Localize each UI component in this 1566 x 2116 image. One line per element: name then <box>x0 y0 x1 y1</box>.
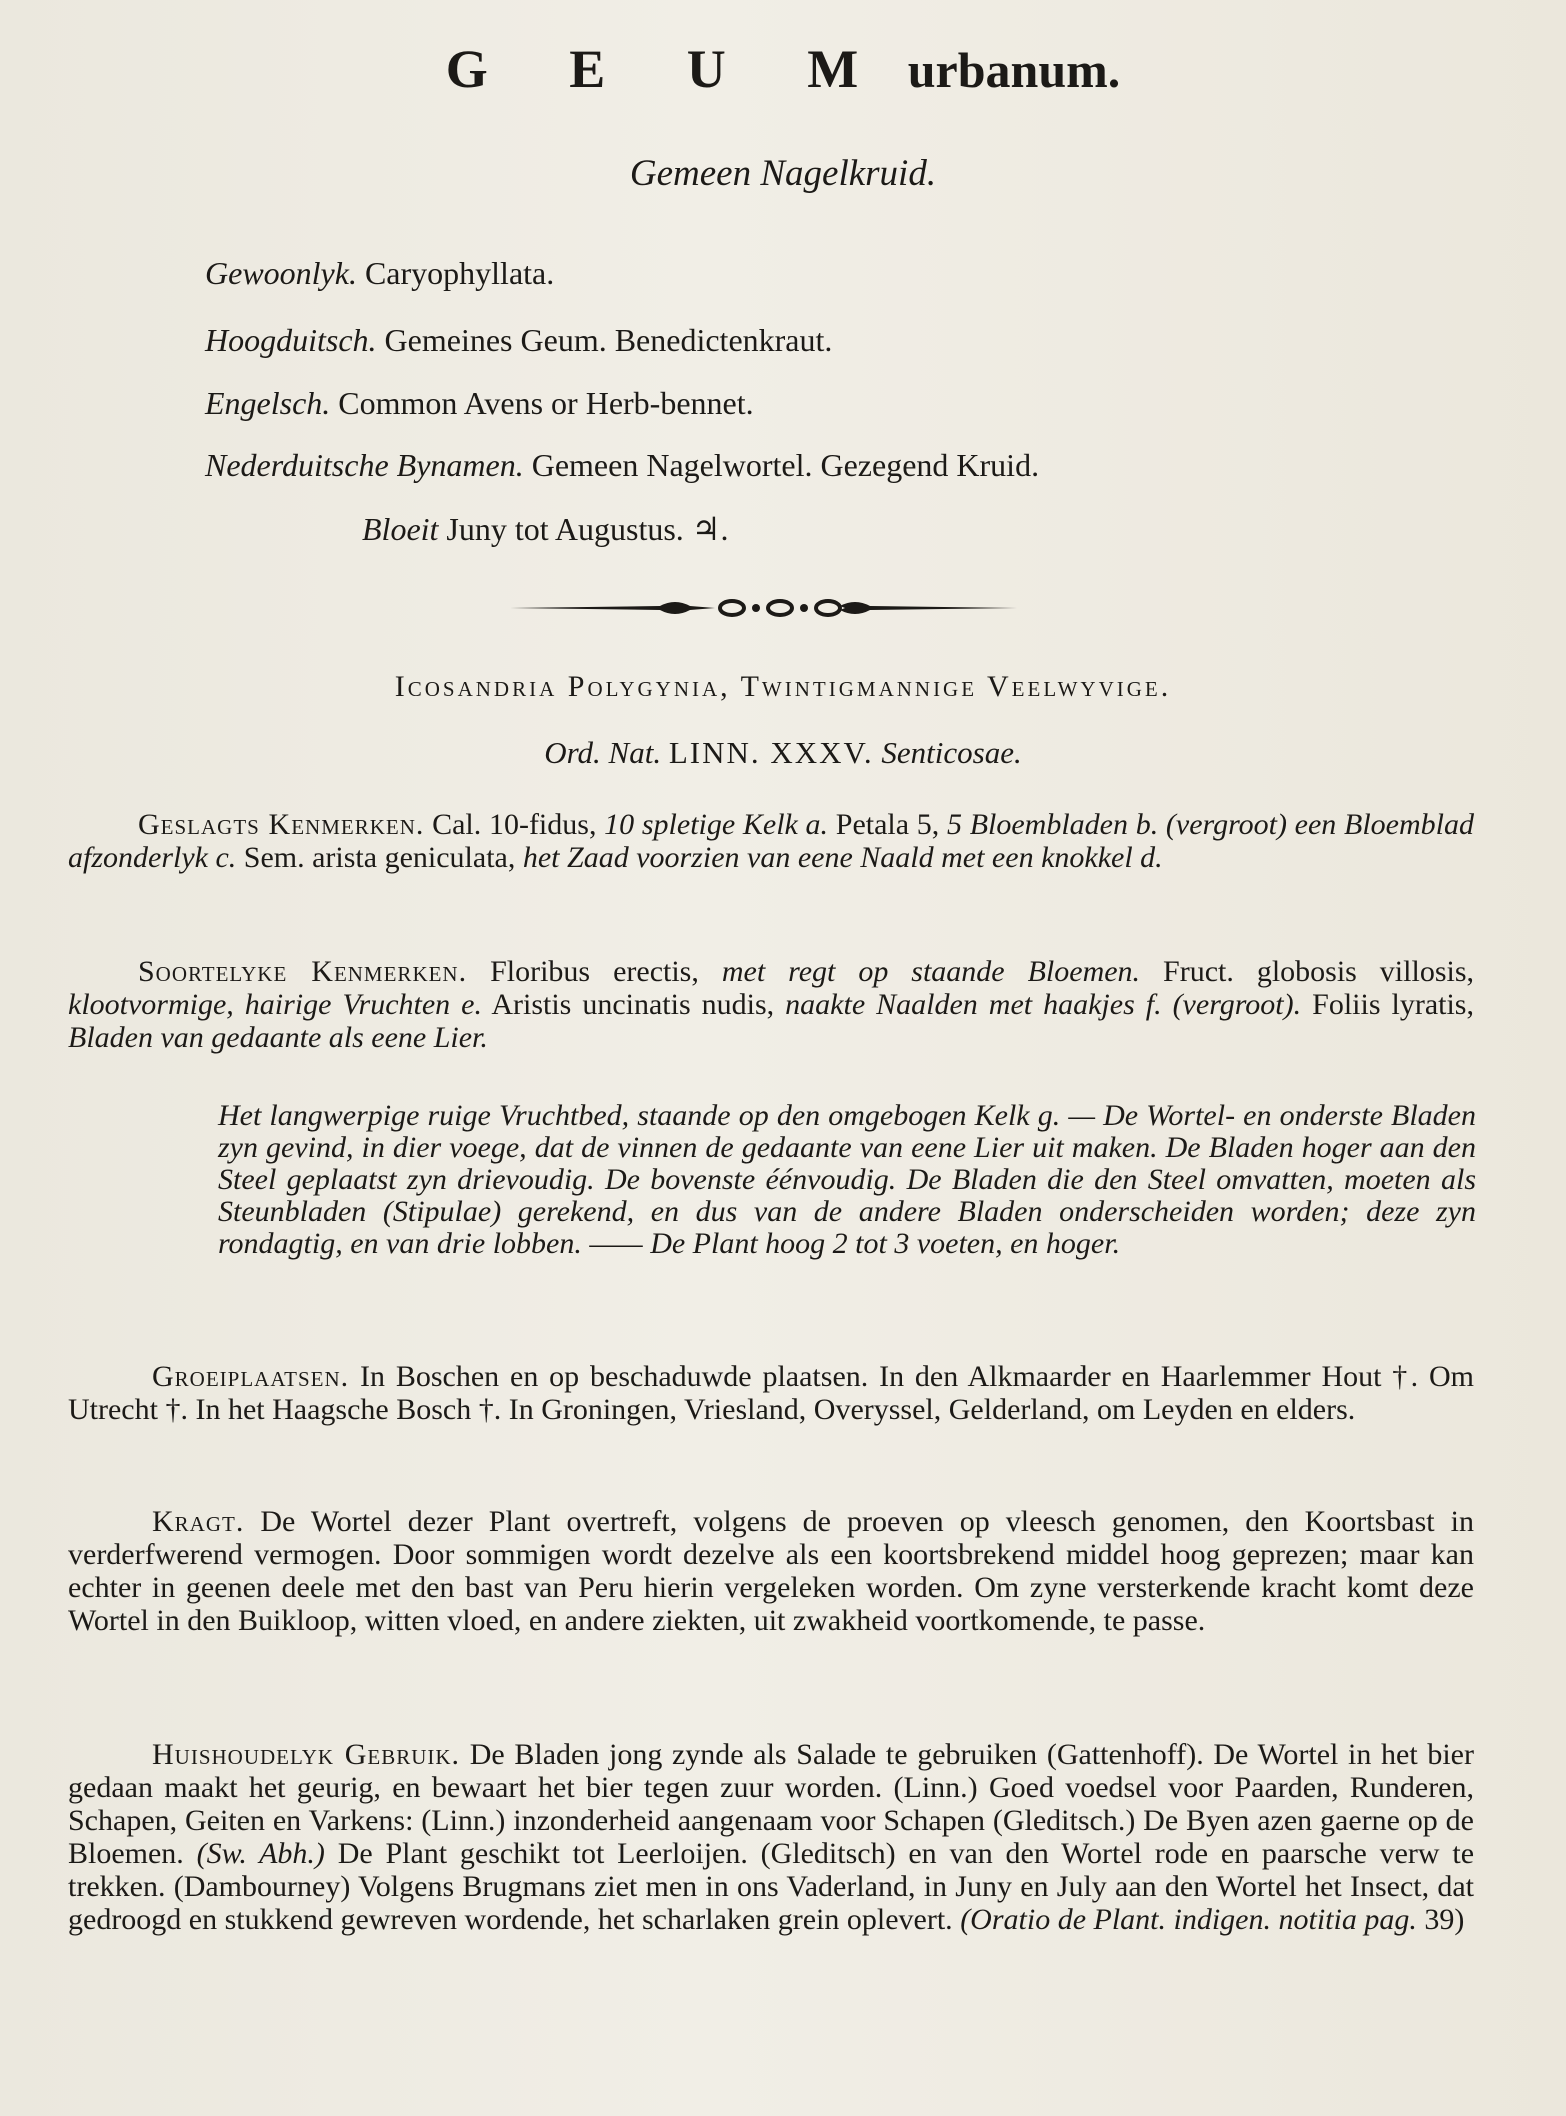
genus-text-2: Petala 5, <box>828 808 947 841</box>
classification-line: Icosandria Polygynia, Twintigmannige Veelwyvige. <box>394 670 1172 703</box>
power-text: De Wortel dezer Plant overtreft, volgens de proeven op vleesch genomen, den Koortsbast in verderfwerend vermogen. Door sommigen wordt dezelve als een koortsbrekend middel hoog geprezen; maar kan echter in geenen deele met den bast van Peru hierin vergeleken worden. Om zyne versterkende kracht komt deze Wortel in den Buikloop, witten vloed, en andere ziekten, uit zwakheid voortkomende, te passe. <box>68 1505 1474 1637</box>
ord-name: Senticosae. <box>881 735 1022 770</box>
natural-order <box>0 735 1566 771</box>
name-english <box>205 385 1405 422</box>
species-italic-4: Bladen van gedaante als eene Lier. <box>68 1021 488 1054</box>
genus-text-1: Cal. 10-fidus, <box>424 808 605 841</box>
genus-italic-1: 10 spletige Kelk a. <box>604 808 829 841</box>
species-text-2: Fruct. globosis villosis, <box>1140 955 1475 988</box>
name-dutch-value: Gemeen Nagelwortel. Gezegend Kruid. <box>531 447 1040 483</box>
habitat-heading: Groeiplaatsen. <box>152 1360 350 1393</box>
dutch-name: Gemeen Nagelkruid. <box>629 153 937 194</box>
name-english-label: Engelsch. <box>205 385 331 421</box>
genus-italic-3: het Zaad voorzien van eene Naald met een knokkel d. <box>522 841 1163 874</box>
use-heading: Huishoudelyk Gebruik. <box>152 1738 461 1771</box>
name-german-label: Hoogduitsch. <box>205 322 377 358</box>
name-english-value: Common Avens or Herb-bennet. <box>338 385 754 421</box>
power-paragraph <box>68 1505 1474 1637</box>
ord-linn: LINN. XXXV. <box>668 735 874 770</box>
species-text-4: Foliis lyratis, <box>1301 988 1474 1021</box>
description-paragraph: Het langwerpige ruige Vruchtbed, staande op den omgebogen Kelk g. — De Wortel- en onderste Bladen zyn gevind, in dier voege, dat de vinnen de gedaante van eene Lier uit maken. De Bladen hoger aan den Steel geplaatst zyn drievoudig. De bovenste éénvoudig. De Bladen die den Steel omvatten, moeten als Steunbladen (Stipulae) gerekend, en dus van de andere Bladen onderscheiden worden; deze zyn rondagtig, en van drie lobben. —— De Plant hoog 2 tot 3 voeten, en hoger. <box>218 1099 1476 1260</box>
use-text-3: 39) <box>1416 1903 1465 1936</box>
use-italic-2: (Oratio de Plant. indigen. notitia pag. <box>960 1903 1417 1936</box>
use-italic-1: (Sw. Abh.) <box>196 1837 325 1870</box>
name-common <box>205 255 1405 292</box>
use-text-1: De Bladen jong zynde als Salade te gebruiken (Gattenhoff). De Wortel in het bier gedaan maakt het geurig, en bewaart het bier tegen zuur worden. (Linn.) Goed voedsel voor Paarden, Runderen, Schapen, Geiten en Varkens: (Linn.) inzonderheid aangenaam voor Schapen (Gleditsch.) De Byen azen gaerne op de Bloemen. <box>68 1738 1474 1870</box>
species-text-1: Floribus erectis, <box>467 955 722 988</box>
page-title <box>0 38 1566 100</box>
power-heading: Kragt. <box>152 1505 245 1538</box>
genus-name: G E U M <box>445 39 893 99</box>
species-heading: Soortelyke Kenmerken. <box>138 955 468 988</box>
species-characters <box>68 955 1474 1054</box>
name-dutch <box>205 447 1405 484</box>
bloom-period <box>362 510 1562 548</box>
name-german <box>205 322 1405 359</box>
bloom-label: Bloeit <box>362 511 439 547</box>
bloom-value: Juny tot Augustus. ♃. <box>446 511 729 547</box>
name-dutch-label: Nederduitsche Bynamen. <box>205 447 524 483</box>
genus-text-3: Sem. arista geniculata, <box>236 841 523 874</box>
name-common-label: Gewoonlyk. <box>205 255 357 291</box>
use-text-2: De Plant geschikt tot Leerloijen. (Gleditsch) en van den Wortel rode en paarsche verw te trekken. (Dambourney) Volgens Brugmans ziet men in ons Vaderland, in Juny en July aan den Wortel het Insect, dat gedroogd en stukkend gewreven wordende, het scharlaken grein oplevert. <box>68 1837 1475 1936</box>
habitat-text: In Boschen en op beschaduwde plaatsen. In den Alkmaarder en Haarlemmer Hout †. Om Utrecht †. In het Haagsche Bosch †. In Groningen, Vriesland, Overyssel, Gelderland, om Leyden en elders. <box>68 1360 1474 1426</box>
genus-heading: Geslagts Kenmerken. <box>138 808 425 841</box>
species-italic-2: klootvormige, hairige Vruchten e. <box>68 988 482 1021</box>
genus-characters <box>68 808 1474 874</box>
name-german-value: Gemeines Geum. Benedictenkraut. <box>384 322 833 358</box>
habitat-paragraph <box>68 1360 1474 1426</box>
species-name: urbanum. <box>907 42 1121 98</box>
species-italic-3: naakte Naalden met haakjes f. (vergroot). <box>785 988 1302 1021</box>
genus-italic-2: 5 Bloembladen b. (vergroot) een Bloemblad afzonderlyk c. <box>68 808 1474 874</box>
name-common-value: Caryophyllata. <box>364 255 555 291</box>
use-paragraph <box>68 1738 1474 1936</box>
species-text-3: Aristis uncinatis nudis, <box>482 988 786 1021</box>
ord-prefix: Ord. Nat. <box>544 735 662 770</box>
species-italic-1: met regt op staande Bloemen. <box>721 955 1141 988</box>
ornament-divider-icon <box>510 592 1020 624</box>
